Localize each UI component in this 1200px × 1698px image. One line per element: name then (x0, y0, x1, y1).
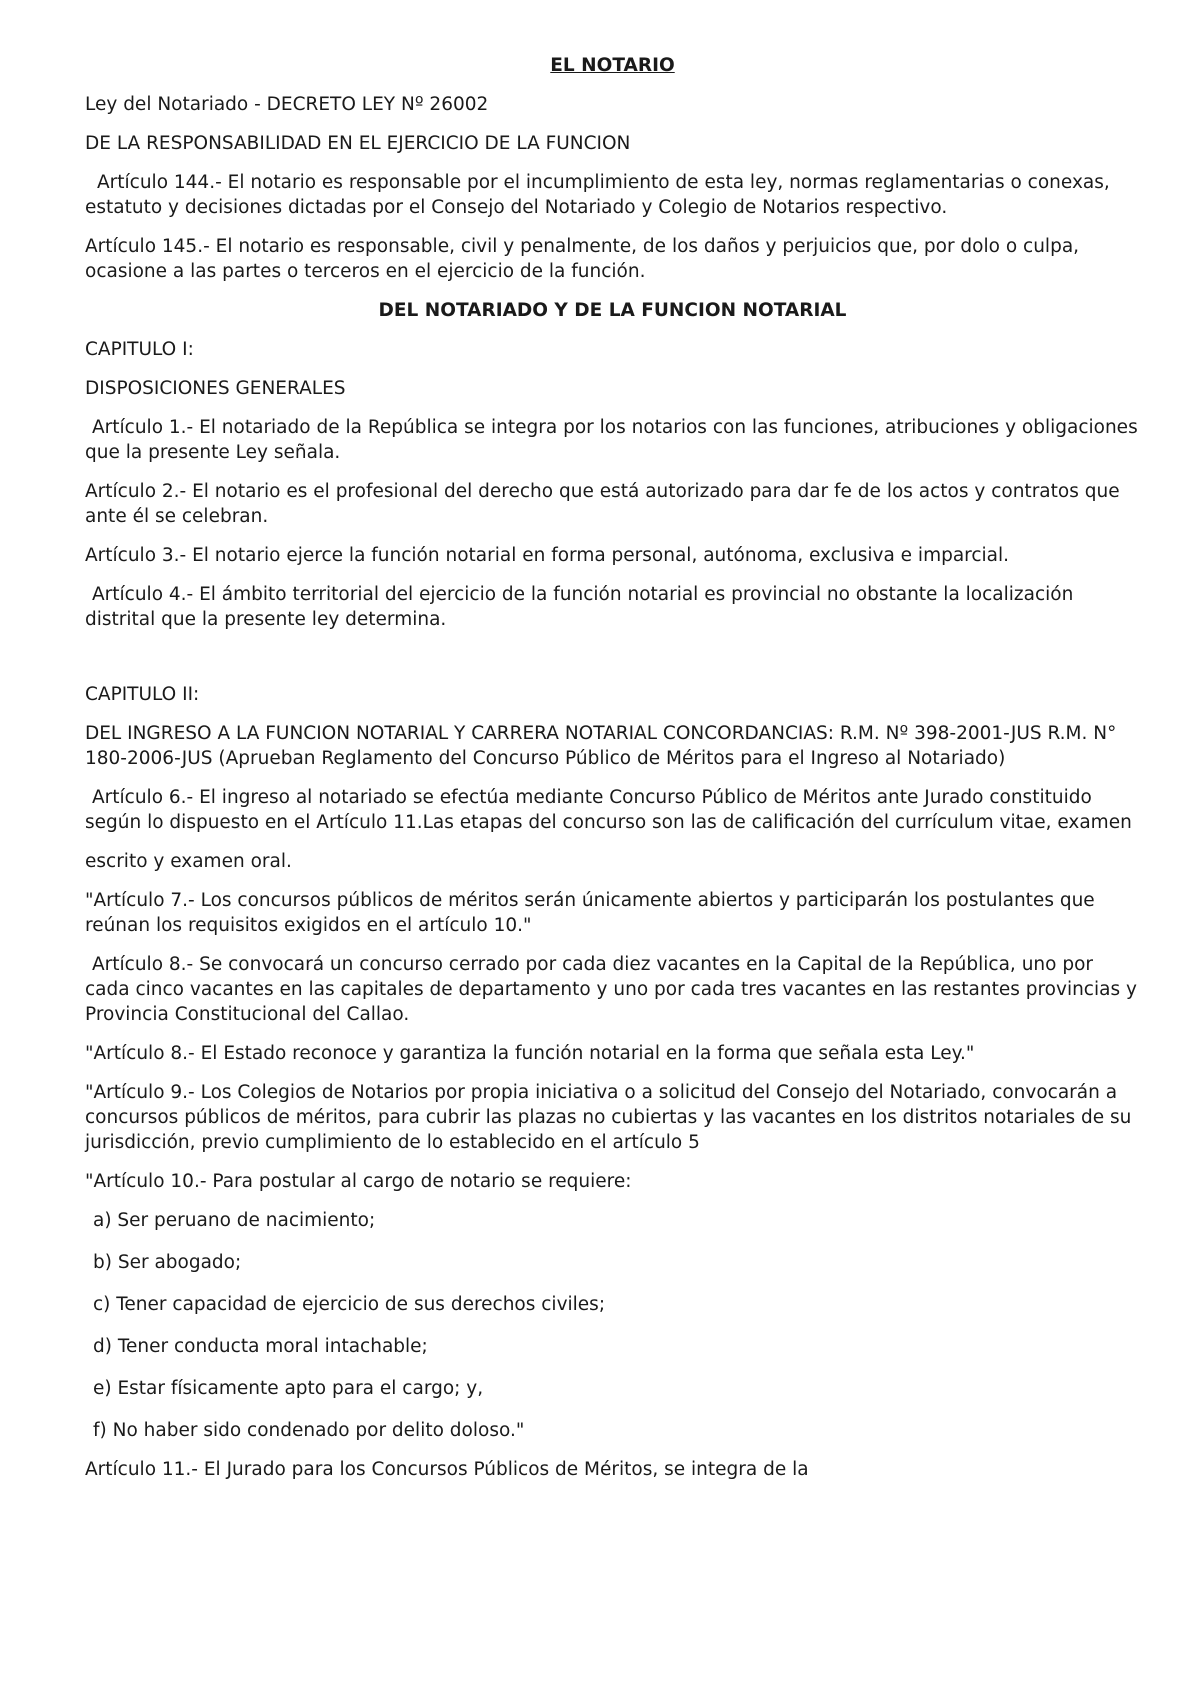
requirement-item: f) No haber sido condenado por delito doloso." (93, 1420, 525, 1441)
requirement-item: d) Tener conducta moral intachable; (93, 1336, 428, 1357)
requirement-item: c) Tener capacidad de ejercicio de sus derechos civiles; (93, 1294, 606, 1315)
article-2: Artículo 2.- El notario es el profesional del derecho que está autorizado para dar fe de los actos y contratos que ante él se celebran. (85, 481, 1120, 527)
article-9: "Artículo 9.- Los Colegios de Notarios por propia iniciativa o a solicitud del Consejo del Notariado, convocarán a concursos públicos de méritos, para cubrir las plazas no cubiertas y las vacantes en los distritos notariales de su jurisdicción, previo cumplimiento de lo establecido en el artículo 5 (85, 1082, 1132, 1153)
law-reference: Ley del Notariado - DECRETO LEY Nº 26002 (85, 94, 489, 115)
chapter-2-heading: CAPITULO II: (85, 684, 200, 705)
chapter-2-title: DEL INGRESO A LA FUNCION NOTARIAL Y CARRERA NOTARIAL CONCORDANCIAS: R.M. Nº 398-2001-JUS R.M. N° 180-2006-JUS (Aprueban Reglamento del Concurso Público de Méritos para el Ingreso al Notariado) (85, 723, 1117, 769)
requirement-item: b) Ser abogado; (93, 1252, 242, 1273)
requirement-item: e) Estar físicamente apto para el cargo; y, (93, 1378, 484, 1399)
article-6: Artículo 6.- El ingreso al notariado se efectúa mediante Concurso Público de Méritos ante Jurado constituido según lo dispuesto en el Artículo 11.Las etapas del concurso son las de calificación del currículum vitae, examen (85, 787, 1132, 833)
article-10: "Artículo 10.- Para postular al cargo de notario se requiere: (85, 1171, 632, 1192)
article-3: Artículo 3.- El notario ejerce la función notarial en forma personal, autónoma, exclusiva e imparcial. (85, 545, 1010, 566)
article-11: Artículo 11.- El Jurado para los Concursos Públicos de Méritos, se integra de la (85, 1459, 809, 1480)
article-8-second: "Artículo 8.- El Estado reconoce y garantiza la función notarial en la forma que señala esta Ley." (85, 1043, 975, 1064)
article-6-continued: escrito y examen oral. (85, 851, 292, 872)
chapter-1-heading: CAPITULO I: (85, 339, 194, 360)
article-7: "Artículo 7.- Los concursos públicos de méritos serán únicamente abiertos y participarán los postulantes que reúnan los requisitos exigidos en el artículo 10." (85, 890, 1095, 936)
requirement-item: a) Ser peruano de nacimiento; (93, 1210, 376, 1231)
blank-line (85, 646, 1140, 682)
document-title: EL NOTARIO (550, 55, 675, 76)
chapter-1-title: DISPOSICIONES GENERALES (85, 378, 346, 399)
section-heading-responsabilidad: DE LA RESPONSABILIDAD EN EL EJERCICIO DE LA FUNCION (85, 133, 631, 154)
section-heading-notariado: DEL NOTARIADO Y DE LA FUNCION NOTARIAL (378, 300, 847, 321)
article-1: Artículo 1.- El notariado de la República se integra por los notarios con las funciones, atribuciones y obligaciones que la presente Ley señala. (85, 417, 1138, 463)
article-144: Artículo 144.- El notario es responsable por el incumplimiento de esta ley, normas reglamentarias o conexas, estatuto y decisiones dictadas por el Consejo del Notariado y Colegio de Notarios respectivo. (85, 172, 1110, 218)
article-145: Artículo 145.- El notario es responsable, civil y penalmente, de los daños y perjuicios que, por dolo o culpa, ocasione a las partes o terceros en el ejercicio de la función. (85, 236, 1080, 282)
article-4: Artículo 4.- El ámbito territorial del ejercicio de la función notarial es provincial no obstante la localización distrital que la presente ley determina. (85, 584, 1074, 630)
article-8-first: Artículo 8.- Se convocará un concurso cerrado por cada diez vacantes en la Capital de la República, uno por cada cinco vacantes en las capitales de departamento y uno por cada tres vacantes en las restantes provincias y Provincia Constitucional del Callao. (85, 954, 1137, 1025)
